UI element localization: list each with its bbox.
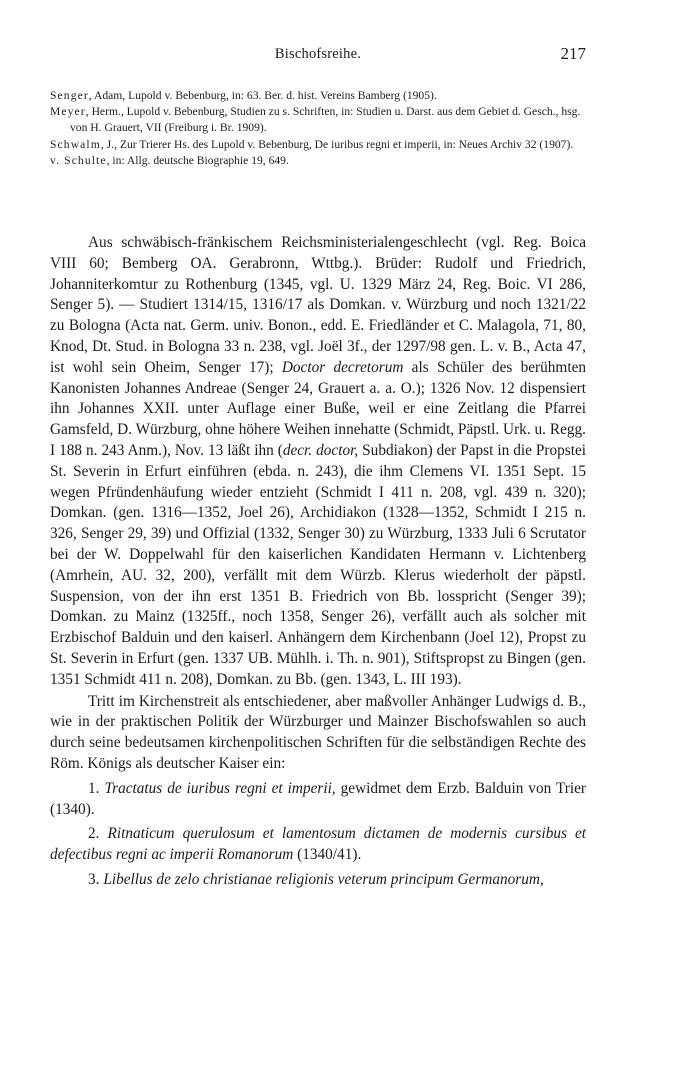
work-detail: gewidmet dem Erzb. Balduin von Trier (1340). bbox=[50, 779, 586, 818]
reference-author: Schwalm bbox=[50, 137, 101, 151]
biography-paragraph bbox=[50, 233, 586, 691]
work-title: Libellus de zelo christianae religionis veterum principum Germanorum, bbox=[103, 870, 544, 888]
work-title: Tractatus de iuribus regni et imperii, bbox=[104, 779, 336, 797]
page-number: 217 bbox=[560, 44, 586, 63]
work-item bbox=[50, 870, 586, 891]
politics-paragraph: Tritt im Kirchenstreit als entschiedener, aber maßvoller Anhänger Ludwigs d. B., wie in der praktischen Politik der Würzburger und Mainzer Bischofswahlen so auch durch seine bedeutsamen kirchenpolitischen Schriften für die selbständigen Rechte des Röm. Königs als deutscher Kaiser ein: bbox=[50, 692, 586, 772]
work-item bbox=[50, 779, 586, 821]
paragraph-italic: decr. doctor, bbox=[282, 441, 359, 459]
work-title: Ritnaticum querulosum et lamentosum dictamen de modernis cursibus et defectibus regni ac imperii Romanorum bbox=[50, 825, 586, 864]
body-text bbox=[50, 233, 586, 891]
reference-entry bbox=[50, 137, 586, 153]
running-title: Bischofsreihe. bbox=[274, 46, 362, 62]
paragraph-italic: Doctor decretorum bbox=[281, 358, 404, 376]
reference-entry bbox=[50, 88, 586, 104]
work-number: 3. bbox=[88, 870, 100, 888]
work-number: 2. bbox=[88, 825, 100, 843]
page-header bbox=[50, 44, 586, 68]
paragraph-text: Aus schwäbisch-fränkischem Reichsministerialengeschlecht (vgl. Reg. Boica VIII 60; Bemberg OA. Gerabronn, Wttbg.). Brüder: Rudolf und Friedrich, Johanniterkomtur zu Rothenburg (1345, vgl. U. 1329 März 24, Reg. Boic. VI 286, Senger 5). — Studiert 1314/15, 1316/17 als Domkan. v. Würzburg und noch 1321/22 zu Bologna (Acta nat. Germ. univ. Bonon., edd. E. Friedländer et C. Malagola, 71, 80, Knod, Dt. Stud. in Bologna 33 n. 238, vgl. Joël 3f., der 1297/98 gen. L. v. B., Acta 47, ist wohl sein Oheim, Senger 17); bbox=[50, 234, 586, 376]
reference-entry bbox=[50, 153, 586, 169]
reference-author: Senger bbox=[50, 89, 89, 102]
work-number: 1. bbox=[88, 779, 100, 797]
work-item bbox=[50, 824, 586, 866]
reference-text: , J., Zur Trierer Hs. des Lupold v. Bebenburg, De iuribus regni et imperii, in: Neues Archiv 32 (1907). bbox=[100, 137, 574, 151]
reference-text: , Herm., Lupold v. Bebenburg, Studien zu s. Schriften, in: Studien u. Darst. aus dem Gebiet d. Gesch., hsg. von H. Grauert, VII (Freiburg i. Br. 1909). bbox=[70, 105, 581, 135]
reference-text: , Adam, Lupold v. Bebenburg, in: 63. Ber. d. hist. Vereins Bamberg (1905). bbox=[88, 89, 437, 102]
paragraph-text: als Schüler des berühmten Kanonisten Johannes Andreae (Senger 24, Grauert a. a. O.); 1326 Nov. 12 dispensiert ihn Johannes XXII. unter Auflage einer Buße, weil er eine Zeitlang die Pfarrei Gamsfeld, D. Würzburg, ohne höhere Weihen innehatte (Schmidt, Päpstl. Urk. u. Regg. I 188 n. 243 Anm.), Nov. 13 läßt ihn ( bbox=[50, 358, 587, 459]
reference-entry bbox=[50, 104, 586, 136]
reference-author: v. Schulte bbox=[50, 153, 107, 167]
reference-author: Meyer bbox=[50, 105, 86, 119]
bibliography bbox=[50, 88, 586, 169]
paragraph-text: Subdiakon) der Papst in die Propstei St. Severin in Erfurt einführen (ebda. n. 243), die ihm Clemens VI. 1351 Sept. 15 wegen Pfründenhäufung wieder entzieht (Schmidt I 411 n. 208, vgl. 439 n. 320); Domkan. (gen. 1316—1352, Joel 26), Archidiakon (1328—1352, Schmidt I 215 n. 326, Senger 29, 39) und Offizial (1332, Senger 30) zu Würzburg, 1333 Juli 6 Scrutator bei der W. Doppelwahl für den kaiserlichen Kandidaten Hermann v. Lichtenberg (Amrhein, AU. 32, 200), verfällt mit dem Würzb. Klerus wiederholt der päpstl. Suspension, von der ihn erst 1351 B. Friedrich von Bb. losspricht (Senger 39); Domkan. zu Mainz (1325ff., noch 1358, Senger 26), verfällt auch als solcher mit Erzbischof Balduin und den kaiserl. Anhängern dem Kirchenbann (Joel 12), Propst zu St. Severin in Erfurt (gen. 1337 UB. Mühlh. i. Th. n. 901), Stiftspropst zu Bingen (gen. 1351 Schmidt 411 n. 208), Domkan. zu Bb. (gen. 1343, L. III 193). bbox=[50, 441, 587, 688]
reference-text: , in: Allg. deutsche Biographie 19, 649. bbox=[106, 153, 289, 167]
work-detail: (1340/41). bbox=[293, 846, 362, 864]
